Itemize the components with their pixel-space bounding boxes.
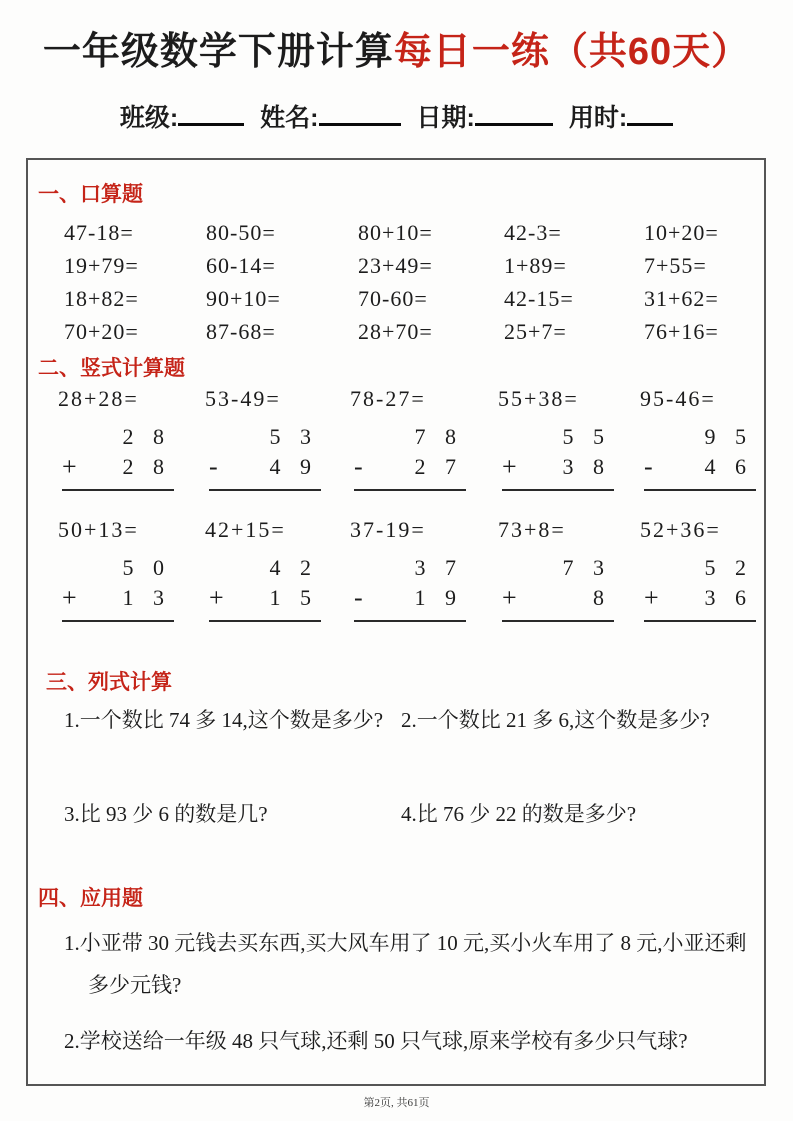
vertical-bottom-number: 3 8 (562, 454, 604, 479)
vertical-operator: - (644, 452, 653, 481)
vertical-operator: + (502, 452, 517, 481)
vertical-problem (58, 517, 205, 622)
vertical-stack (62, 553, 174, 622)
vertical-expression: 50+13= (58, 517, 139, 542)
date-blank-line (475, 101, 553, 126)
vertical-stack (209, 553, 321, 622)
oral-problem: 18+82= (64, 286, 139, 311)
equation-problem: 1.一个数比 74 多 14,这个数是多少? (64, 708, 384, 732)
vertical-stack (644, 422, 756, 491)
vertical-operator: + (62, 452, 77, 481)
vertical-bottom-number: 3 6 (704, 585, 746, 610)
oral-problem: 47-18= (64, 220, 134, 245)
vertical-expression: 73+8= (498, 517, 566, 542)
oral-problem: 60-14= (206, 253, 276, 278)
vertical-bottom-number: 2 7 (414, 454, 456, 479)
word-problem: 2.学校送给一年级 48 只气球,还剩 50 只气球,原来学校有多少只气球? (64, 1029, 688, 1053)
vertical-problem (58, 386, 205, 491)
name-blank-line (319, 101, 401, 126)
vertical-problem (350, 517, 498, 622)
page-title-black: 一年级数学下册计算 (42, 31, 394, 73)
vertical-operator: - (354, 452, 363, 481)
vertical-expression: 95-46= (640, 386, 716, 411)
oral-problem: 42-3= (504, 220, 562, 245)
oral-problem: 76+16= (644, 319, 719, 344)
vertical-operator: - (354, 583, 363, 612)
vertical-stack (502, 553, 614, 622)
vertical-bottom-number: 8 (593, 585, 604, 610)
oral-problems-grid (38, 216, 754, 348)
vertical-top-number: 4 2 (269, 555, 311, 580)
oral-problem: 42-15= (504, 286, 574, 311)
class-label: 班级: (119, 104, 179, 132)
section-heading-oral: 一、口算题 (38, 183, 143, 206)
vertical-expression: 28+28= (58, 386, 139, 411)
vertical-expression: 53-49= (205, 386, 281, 411)
name-label: 姓名: (260, 104, 319, 132)
vertical-operator: - (209, 452, 218, 481)
page-number: 第2页, 共61页 (363, 1097, 430, 1109)
vertical-problems-row-1 (38, 386, 754, 491)
vertical-expression: 55+38= (498, 386, 579, 411)
oral-problem: 31+62= (644, 286, 719, 311)
vertical-bottom-number: 1 3 (122, 585, 164, 610)
vertical-top-number: 2 8 (122, 424, 164, 449)
vertical-operator: + (209, 583, 224, 612)
vertical-operator: + (644, 583, 659, 612)
page-title-red: 每日一练（共60天） (393, 31, 751, 73)
oral-problem: 19+79= (64, 253, 139, 278)
equation-problems-row-1 (38, 706, 754, 734)
vertical-bottom-number: 4 9 (269, 454, 311, 479)
oral-problem: 23+49= (358, 253, 433, 278)
vertical-top-number: 5 0 (122, 555, 164, 580)
oral-problem: 1+89= (504, 253, 567, 278)
vertical-expression: 37-19= (350, 517, 426, 542)
vertical-stack (62, 422, 174, 491)
vertical-bottom-number: 1 9 (414, 585, 456, 610)
vertical-top-number: 5 2 (704, 555, 746, 580)
vertical-top-number: 9 5 (704, 424, 746, 449)
equation-problems-row-2 (38, 800, 754, 828)
page-title (0, 0, 793, 76)
section-heading-word-problems: 四、应用题 (38, 887, 143, 910)
vertical-problems-row-2 (38, 517, 754, 622)
date-label: 日期: (416, 104, 475, 132)
student-info-line (0, 98, 793, 130)
vertical-operator: + (502, 583, 517, 612)
vertical-problem (350, 386, 498, 491)
oral-problem: 70-60= (358, 286, 428, 311)
word-problem: 1.小亚带 30 元钱去买东西,买大风车用了 10 元,买小火车用了 8 元,小亚还剩多少元钱? (64, 931, 747, 997)
oral-problem: 80+10= (358, 220, 433, 245)
vertical-stack (354, 553, 466, 622)
equation-problem: 2.一个数比 21 多 6,这个数是多少? (401, 708, 710, 732)
oral-problem: 10+20= (644, 220, 719, 245)
vertical-expression: 78-27= (350, 386, 426, 411)
time-used-blank-line (627, 101, 673, 126)
vertical-problem (640, 517, 756, 622)
class-blank-line (178, 101, 244, 126)
equation-problem: 4.比 76 少 22 的数是多少? (401, 802, 637, 826)
equation-problem: 3.比 93 少 6 的数是几? (64, 802, 268, 826)
vertical-stack (502, 422, 614, 491)
oral-problem: 28+70= (358, 319, 433, 344)
vertical-top-number: 7 8 (414, 424, 456, 449)
vertical-problem (640, 386, 756, 491)
section-heading-equations: 三、列式计算 (46, 671, 172, 694)
worksheet-border-box (26, 158, 766, 1086)
section-heading-vertical: 二、竖式计算题 (38, 357, 185, 380)
oral-problem: 25+7= (504, 319, 567, 344)
vertical-bottom-number: 1 5 (269, 585, 311, 610)
oral-problem: 87-68= (206, 319, 276, 344)
oral-problem: 7+55= (644, 253, 707, 278)
vertical-problem (205, 517, 350, 622)
oral-problem: 90+10= (206, 286, 281, 311)
time-used-label: 用时: (568, 104, 628, 132)
vertical-top-number: 5 5 (562, 424, 604, 449)
vertical-problem (498, 386, 640, 491)
vertical-bottom-number: 2 8 (122, 454, 164, 479)
vertical-operator: + (62, 583, 77, 612)
oral-problem: 80-50= (206, 220, 276, 245)
vertical-stack (209, 422, 321, 491)
oral-problem: 70+20= (64, 319, 139, 344)
vertical-stack (644, 553, 756, 622)
vertical-top-number: 3 7 (414, 555, 456, 580)
vertical-top-number: 5 3 (269, 424, 311, 449)
vertical-problem (205, 386, 350, 491)
vertical-expression: 42+15= (205, 517, 286, 542)
vertical-top-number: 7 3 (562, 555, 604, 580)
vertical-stack (354, 422, 466, 491)
vertical-expression: 52+36= (640, 517, 721, 542)
vertical-bottom-number: 4 6 (704, 454, 746, 479)
vertical-problem (498, 517, 640, 622)
